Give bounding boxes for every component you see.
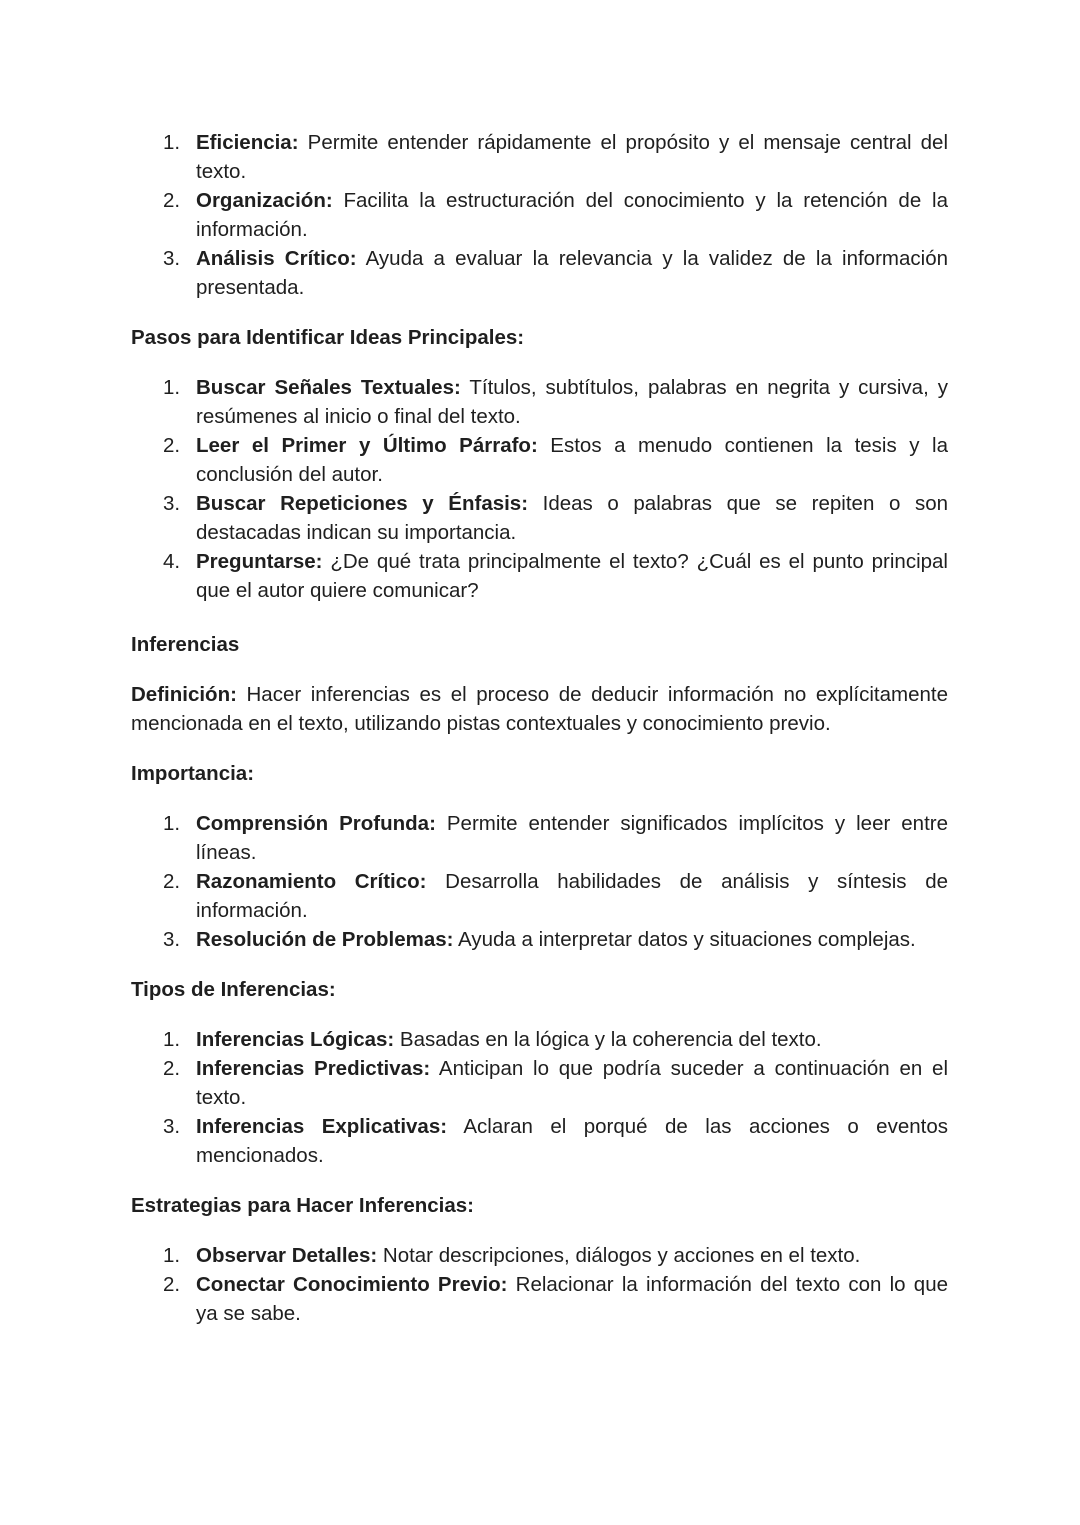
list-item-term: Buscar Repeticiones y Énfasis: (196, 492, 529, 515)
list-item (196, 244, 948, 302)
list-item-text: Estos a menudo contienen la tesis y la conclusión del autor. (196, 434, 948, 486)
list-item-term: Buscar Señales Textuales: (196, 376, 461, 399)
list-item-term: Razonamiento Crítico: (196, 870, 427, 893)
list-item-text: Desarrolla habilidades de análisis y síntesis de información. (196, 870, 948, 922)
list-item-text: Notar descripciones, diálogos y acciones en el texto. (377, 1244, 861, 1267)
estrategias-list (131, 1241, 948, 1328)
heading-importancia: Importancia: (131, 762, 255, 785)
list-item-text: Anticipan lo que podría suceder a continuación en el texto. (196, 1057, 949, 1109)
list-item (196, 489, 948, 547)
pasos-list (131, 373, 948, 605)
list-item-text: Ayuda a evaluar la relevancia y la validez de la información presentada. (196, 247, 948, 299)
list-item-text: Permite entender rápidamente el propósito y el mensaje central del texto. (196, 131, 948, 183)
list-item-term: Inferencias Explicativas: (196, 1115, 448, 1138)
list-item-term: Conectar Conocimiento Previo: (196, 1273, 508, 1296)
heading-pasos: Pasos para Identificar Ideas Principales: (131, 326, 525, 349)
list-item (196, 867, 948, 925)
heading-tipos: Tipos de Inferencias: (131, 978, 336, 1001)
importancia-ideas-list (131, 128, 948, 302)
list-item (196, 1270, 948, 1328)
list-item (196, 547, 948, 605)
list-item (196, 925, 948, 954)
tipos-list (131, 1025, 948, 1170)
list-item-text: Relacionar la información del texto con lo que ya se sabe. (196, 1273, 948, 1325)
list-item-term: Observar Detalles: (196, 1244, 378, 1267)
list-item-term: Inferencias Predictivas: (196, 1057, 431, 1080)
list-item-term: Organización: (196, 189, 333, 212)
list-item (196, 809, 948, 867)
definicion-paragraph (131, 680, 948, 738)
list-item-text: Títulos, subtítulos, palabras en negrita y cursiva, y resúmenes al inicio o final del texto. (196, 376, 948, 428)
list-item (196, 186, 948, 244)
list-item-text: ¿De qué trata principalmente el texto? ¿Cuál es el punto principal que el autor quiere comunicar? (196, 550, 948, 602)
list-item-text: Aclaran el porqué de las acciones o eventos mencionados. (196, 1115, 948, 1167)
list-item (196, 431, 948, 489)
list-item-term: Eficiencia: (196, 131, 299, 154)
definicion-text: Hacer inferencias es el proceso de deducir información no explícitamente mencionada en el texto, utilizando pistas contextuales y conocimiento previo. (131, 683, 948, 735)
list-item (196, 128, 948, 186)
list-item-term: Inferencias Lógicas: (196, 1028, 395, 1051)
heading-inferencias: Inferencias (131, 633, 240, 656)
importancia-inferencias-list (131, 809, 948, 954)
list-item (196, 1054, 948, 1112)
list-item-text: Ideas o palabras que se repiten o son destacadas indican su importancia. (196, 492, 948, 544)
list-item-text: Facilita la estructuración del conocimiento y la retención de la información. (196, 189, 948, 241)
list-item (196, 1241, 948, 1270)
list-item-term: Leer el Primer y Último Párrafo: (196, 434, 538, 457)
document-page (131, 128, 948, 1328)
list-item (196, 373, 948, 431)
list-item-text: Ayuda a interpretar datos y situaciones complejas. (453, 928, 916, 951)
list-item-term: Resolución de Problemas: (196, 928, 454, 951)
list-item-text: Basadas en la lógica y la coherencia del texto. (394, 1028, 822, 1051)
list-item (196, 1025, 948, 1054)
definicion-term: Definición: (131, 683, 237, 706)
list-item-term: Preguntarse: (196, 550, 323, 573)
list-item-text: Permite entender significados implícitos y leer entre líneas. (196, 812, 948, 864)
list-item-term: Análisis Crítico: (196, 247, 357, 270)
heading-estrategias: Estrategias para Hacer Inferencias: (131, 1194, 474, 1217)
list-item-term: Comprensión Profunda: (196, 812, 436, 835)
list-item (196, 1112, 948, 1170)
